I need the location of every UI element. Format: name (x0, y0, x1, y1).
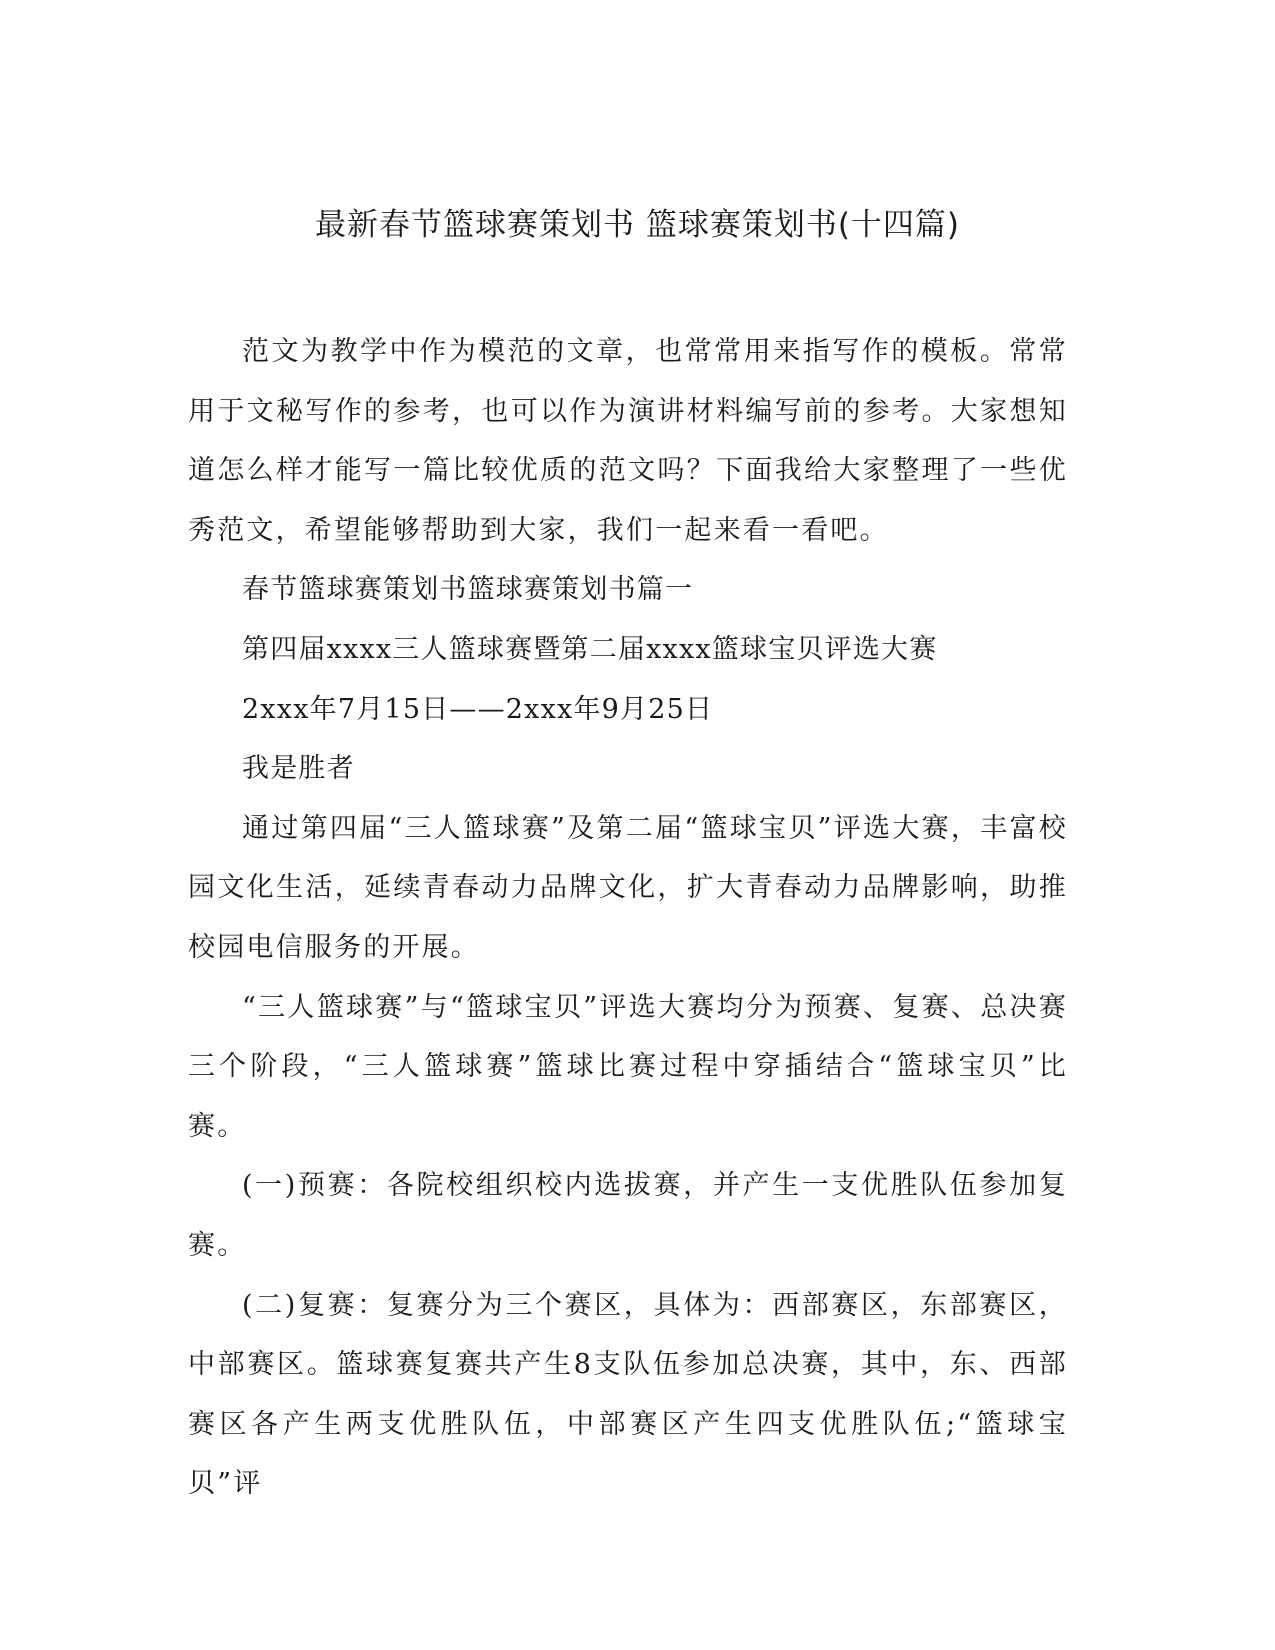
event-name: 第四届xxxx三人篮球赛暨第二届xxxx篮球宝贝评选大赛 (242, 633, 938, 665)
document-body (188, 322, 1068, 1514)
document-title: 最新春节篮球赛策划书 篮球赛策划书(十四篇) (314, 207, 961, 243)
purpose-paragraph: 通过第四届“三人篮球赛”及第二届“篮球宝贝”评选大赛，丰富校园文化生活，延续青春动力品牌文化，扩大青春动力品牌影响，助推校园电信服务的开展。 (188, 812, 1068, 963)
stages-paragraph: “三人篮球赛”与“篮球宝贝”评选大赛均分为预赛、复赛、总决赛三个阶段，“三人篮球赛”篮球比赛过程中穿插结合“篮球宝贝”比赛。 (188, 991, 1068, 1142)
event-dates: 2xxx年7月15日——2xxx年9月25日 (242, 693, 714, 725)
preliminary-paragraph: (一)预赛：各院校组织校内选拔赛，并产生一支优胜队伍参加复赛。 (188, 1170, 1068, 1261)
intro-paragraph: 范文为教学中作为模范的文章，也常常用来指写作的模板。常常用于文秘写作的参考，也可以作为演讲材料编写前的参考。大家想知道怎么样才能写一篇比较优质的范文吗？下面我给大家整理了一些优秀范文，希望能够帮助到大家，我们一起来看一看吧。 (188, 336, 1068, 546)
section-heading: 春节篮球赛策划书篮球赛策划书篇一 (242, 574, 694, 606)
semifinal-paragraph: (二)复赛：复赛分为三个赛区，具体为：西部赛区，东部赛区，中部赛区。篮球赛复赛共产生8支队伍参加总决赛，其中，东、西部赛区各产生两支优胜队伍，中部赛区产生四支优胜队伍;“篮球宝贝”评 (188, 1289, 1068, 1500)
event-theme: 我是胜者 (242, 753, 355, 785)
